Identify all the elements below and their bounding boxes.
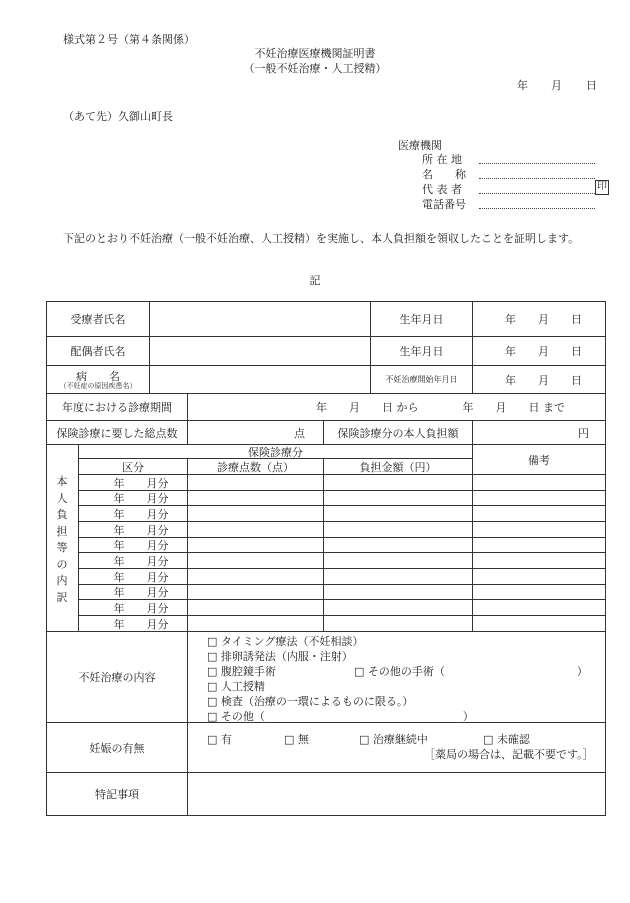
disease-field[interactable]	[150, 366, 370, 393]
phone-label: 電話番号	[422, 198, 466, 211]
insurance-copay-field[interactable]: 円	[578, 426, 589, 440]
special-notes-label: 特記事項	[95, 788, 139, 801]
total-points-label: 保険診療に要した総点数	[56, 426, 178, 440]
vertical-char: 等	[56, 541, 68, 554]
col-category-header: 区分	[122, 460, 144, 474]
total-points-field[interactable]: 点	[294, 426, 305, 440]
spouse-name-field[interactable]	[150, 337, 370, 365]
month-row-label: 年 月分	[113, 570, 169, 584]
addressee: （あて先）久御山町長	[63, 110, 173, 123]
issue-year-label: 年	[517, 79, 528, 92]
vertical-char: 本	[56, 475, 68, 488]
institution-heading: 医療機関	[398, 139, 442, 152]
remarks-header: 備考	[528, 453, 550, 467]
certification-text: 下記のとおり不妊治療（一般不妊治療、人工授精）を実施し、本人負担額を領収したことを証明します。	[63, 232, 580, 245]
month-row-label: 年 月分	[113, 507, 169, 521]
option-ovulation[interactable]: □ 排卵誘発法（内服・注射）	[207, 650, 353, 663]
document-title: 不妊治療医療機関証明書	[254, 47, 376, 60]
treatment-start-field[interactable]: 年 月 日	[505, 373, 582, 387]
vertical-char: 負	[56, 508, 68, 521]
pregnancy-continuing[interactable]: □ 治療継続中	[359, 733, 428, 746]
patient-birth-label: 生年月日	[399, 313, 444, 326]
patient-name-label: 受療者氏名	[70, 313, 126, 326]
vertical-char: 人	[56, 491, 68, 505]
disease-note: （不妊症の原因疾患名）	[59, 382, 137, 390]
spouse-birth-field[interactable]: 年 月 日	[505, 345, 582, 358]
vertical-char: 訳	[56, 590, 68, 604]
disease-label: 病 名	[76, 370, 120, 383]
col-points-header: 診療点数（点）	[217, 460, 294, 474]
vertical-char: の	[56, 557, 68, 571]
pregnancy-label: 妊娠の有無	[89, 741, 145, 755]
representative-label: 代 表 者	[422, 183, 462, 196]
period-field[interactable]: 年 月 日 から 年 月 日 まで	[316, 401, 565, 414]
month-row-label: 年 月分	[113, 601, 169, 615]
month-row-label: 年 月分	[113, 492, 169, 505]
patient-name-field[interactable]	[150, 302, 370, 336]
option-artificial-insemination[interactable]: □ 人工授精	[207, 680, 265, 693]
insurance-copay-label: 保険診療分の本人負担額	[337, 426, 459, 440]
period-label: 年度における診療期間	[62, 401, 172, 414]
address-label: 所 在 地	[422, 153, 462, 166]
content-label: 不妊治療の内容	[78, 671, 156, 684]
month-row-label: 年 月分	[113, 554, 169, 568]
month-row-label: 年 月分	[113, 617, 169, 631]
ki-heading: 記	[309, 274, 321, 287]
month-row-label: 年 月分	[113, 539, 169, 552]
spouse-name-label: 配偶者氏名	[70, 345, 126, 358]
vertical-char: 内	[56, 574, 68, 587]
pharmacy-note: ［薬局の場合は、記載不要です。］	[424, 748, 594, 761]
vertical-char: 担	[56, 524, 68, 538]
option-laparoscopy[interactable]: □ 腹腔鏡手術	[207, 665, 276, 678]
month-row-label: 年 月分	[113, 476, 169, 490]
treatment-start-label: 不妊治療開始年月日	[385, 375, 458, 384]
option-timing[interactable]: □ タイミング療法（不妊相談）	[207, 635, 364, 648]
seal-mark: 印	[595, 180, 609, 195]
form-number: 様式第２号（第４条関係）	[63, 33, 195, 46]
option-other-surgery[interactable]: □ その他の手術（ ）	[354, 665, 588, 678]
name-label: 名 称	[422, 168, 466, 181]
month-row-label: 年 月分	[113, 586, 169, 599]
document-subtitle: （一般不妊治療・人工授精）	[243, 62, 387, 75]
spouse-birth-label: 生年月日	[399, 345, 444, 358]
month-row-label: 年 月分	[113, 523, 169, 537]
patient-birth-field[interactable]: 年 月 日	[505, 313, 582, 326]
option-examination[interactable]: □ 検査（治療の一環によるものに限る。）	[207, 695, 414, 708]
col-amount-header: 負担金額（円）	[359, 460, 437, 474]
pregnancy-yes[interactable]: □ 有	[207, 733, 232, 746]
pregnancy-no[interactable]: □ 無	[284, 733, 309, 746]
issue-month-label: 月	[551, 79, 562, 92]
special-notes-field[interactable]	[188, 773, 605, 815]
insurance-header: 保険診療分	[248, 445, 303, 459]
pregnancy-unconfirmed[interactable]: □ 未確認	[483, 733, 530, 746]
issue-day-label: 日	[586, 79, 597, 92]
option-other[interactable]: □ その他（ ）	[207, 710, 474, 723]
